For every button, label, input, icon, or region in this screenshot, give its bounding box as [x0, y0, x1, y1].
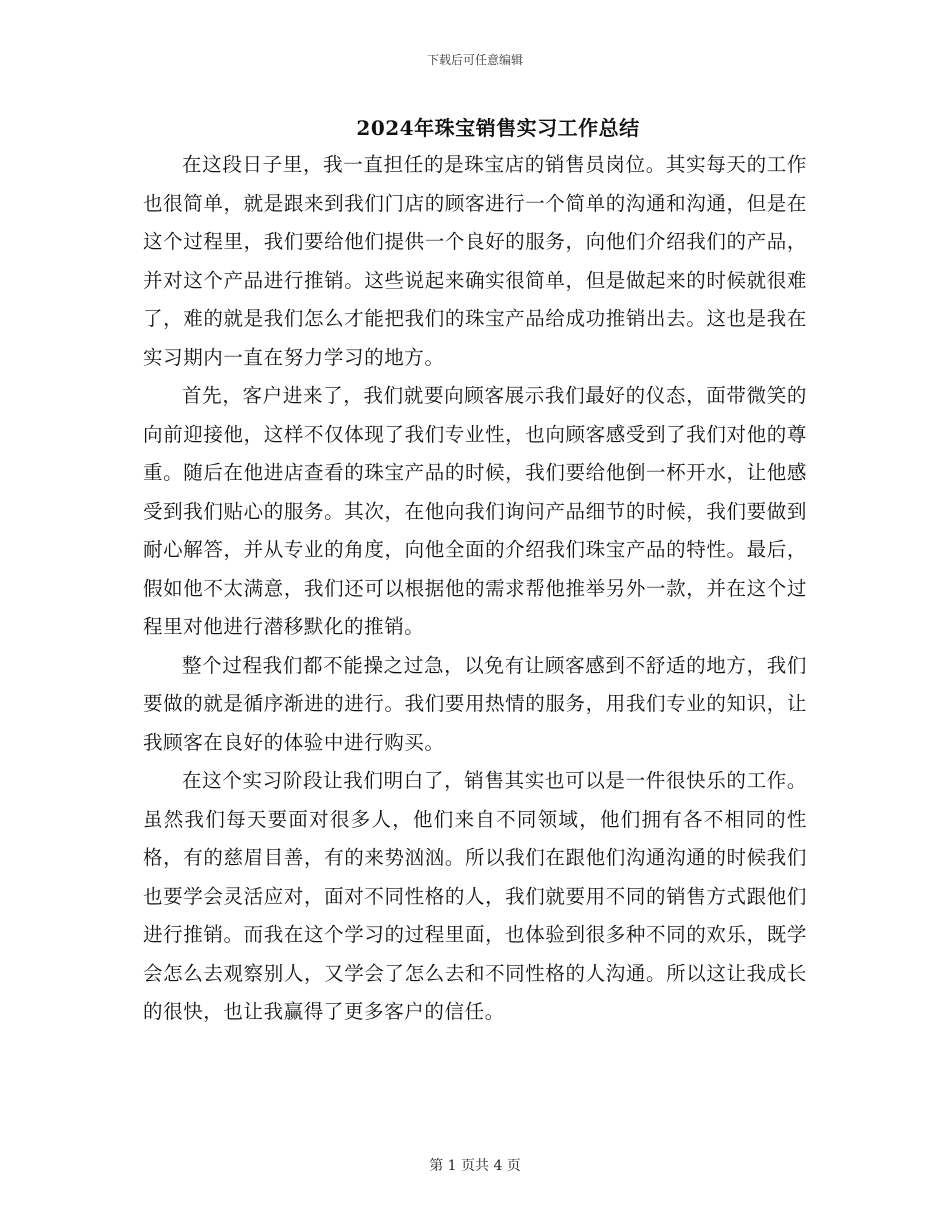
document-body — [143, 146, 807, 1032]
paragraph-1: 在这段日子里，我一直担任的是珠宝店的销售员岗位。其实每天的工作也很简单，就是跟来到我们门店的顾客进行一个简单的沟通和沟通，但是在这个过程里，我们要给他们提供一个良好的服务，向他们介绍我们的产品，并对这个产品进行推销。这些说起来确实很简单，但是做起来的时候就很难了，难的就是我们怎么才能把我们的珠宝产品给成功推销出去。这也是我在实习期内一直在努力学习的地方。 — [143, 153, 807, 369]
paragraph-2: 首先，客户进来了，我们就要向顾客展示我们最好的仪态，面带微笑的向前迎接他，这样不仅体现了我们专业性，也向顾客感受到了我们对他的尊重。随后在他进店查看的珠宝产品的时候，我们要给他倒一杯开水，让他感受到我们贴心的服务。其次，在他向我们询问产品细节的时候，我们要做到耐心解答，并从专业的角度，向他全面的介绍我们珠宝产品的特性。最后，假如他不太满意，我们还可以根据他的需求帮他推举另外一款，并在这个过程里对他进行潜移默化的推销。 — [143, 384, 807, 638]
paragraph-4: 在这个实习阶段让我们明白了，销售其实也可以是一件很快乐的工作。虽然我们每天要面对很多人，他们来自不同领域，他们拥有各不相同的性格，有的慈眉目善，有的来势汹汹。所以我们在跟他们沟通沟通的时候我们也要学会灵活应对，面对不同性格的人，我们就要用不同的销售方式跟他们进行推销。而我在这个学习的过程里面，也体验到很多种不同的欢乐，既学会怎么去观察别人，又学会了怎么去和不同性格的人沟通。所以这让我成长的很快，也让我赢得了更多客户的信任。 — [143, 769, 807, 1023]
paragraph-3: 整个过程我们都不能操之过急，以免有让顾客感到不舒适的地方，我们要做的就是循序渐进的进行。我们要用热情的服务，用我们专业的知识，让我顾客在良好的体验中进行购买。 — [143, 653, 807, 754]
page-number-footer: 第 1 页共 4 页 — [429, 1158, 521, 1174]
document-title: 2024年珠宝销售实习工作总结 — [356, 116, 640, 140]
page-header-note: 下载后可任意编辑 — [426, 53, 523, 67]
